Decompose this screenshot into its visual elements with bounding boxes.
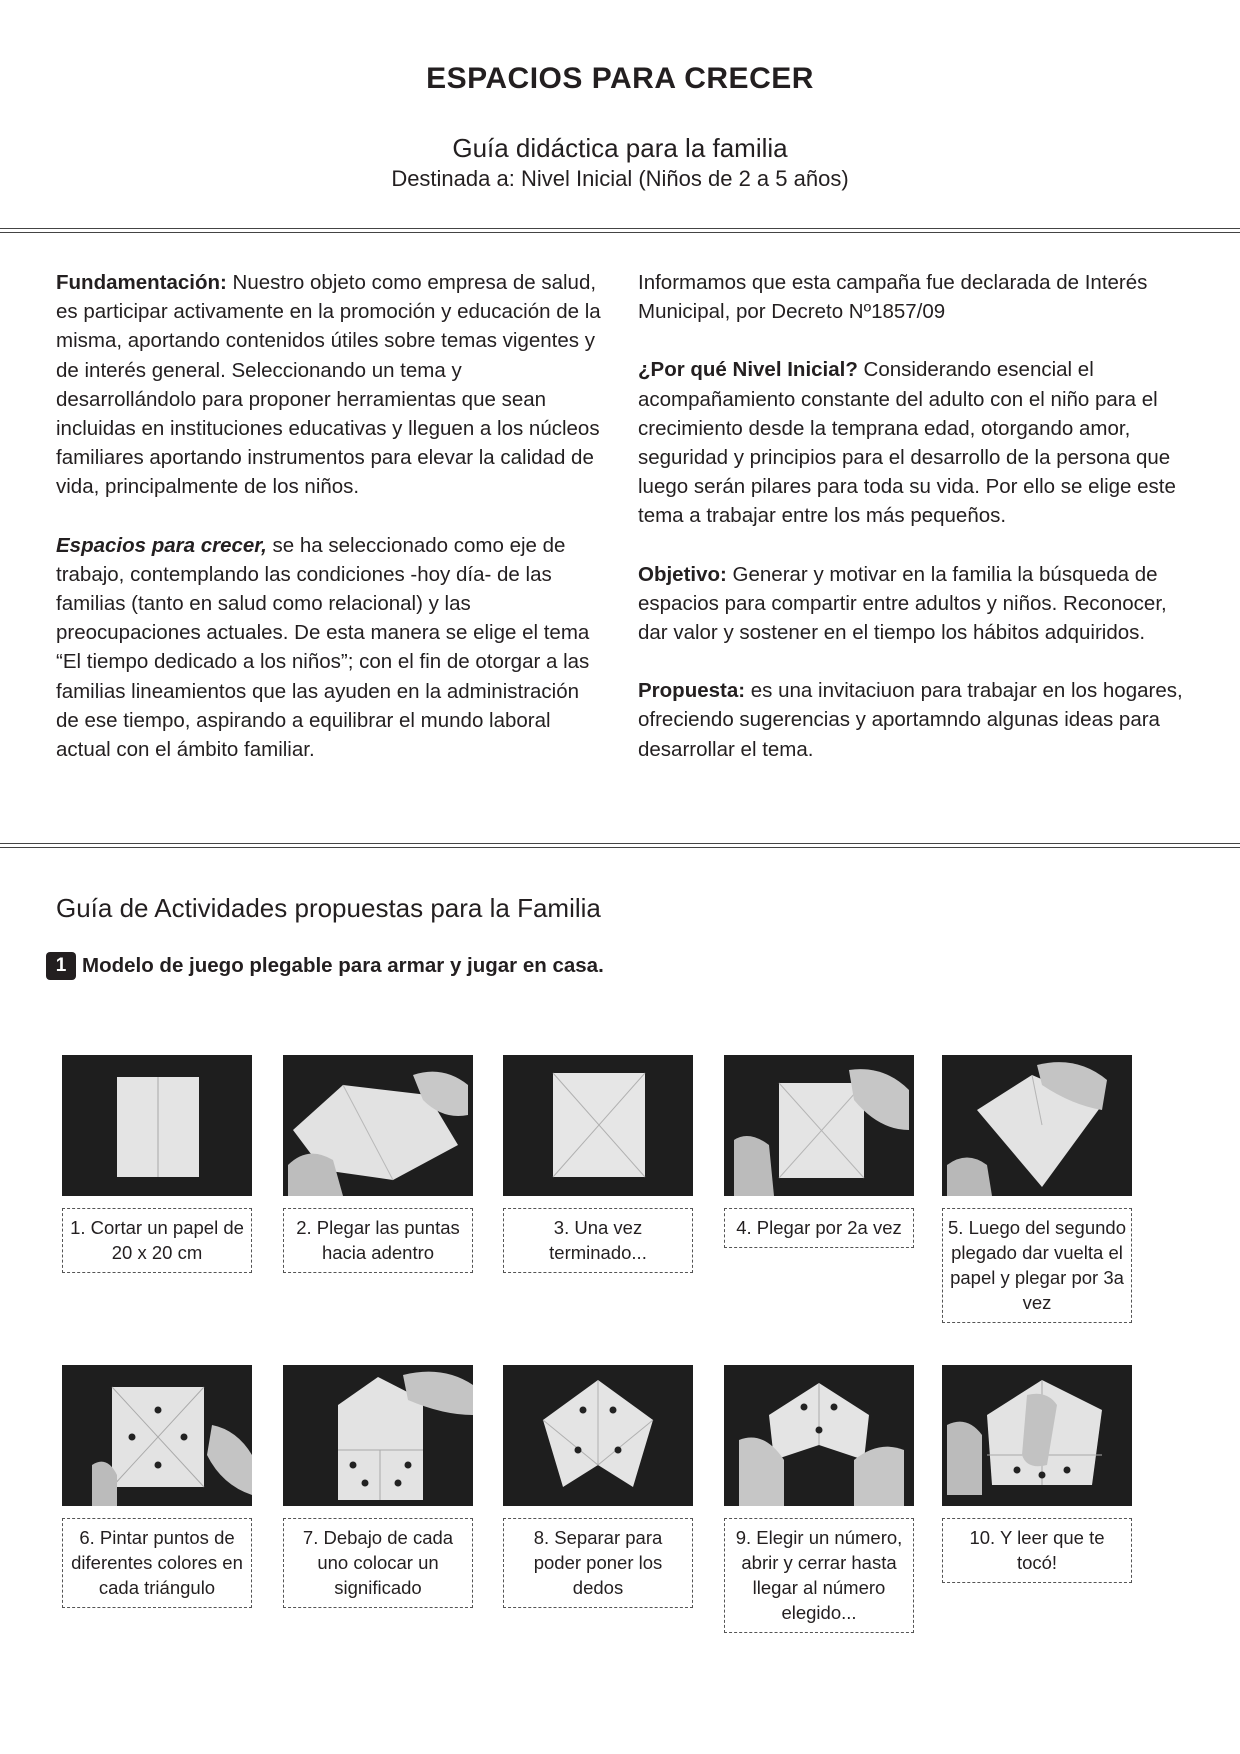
step-card bbox=[62, 1365, 252, 1608]
step-photo bbox=[942, 1365, 1132, 1506]
step-card bbox=[503, 1365, 693, 1608]
porque-text: Considerando esencial el acompañamiento constante del adulto con el niño para el crecimiento desde la temprana edad, otorgando amor, seguridad y principios para el desarrollo de la persona que luego serán pilares para toda su vida. Por ello se elige este tema a trabajar entre los más pequeños. bbox=[638, 358, 1176, 528]
page-subtitle: Guía didáctica para la familia bbox=[452, 133, 788, 163]
audience-line: Destinada a: Nivel Inicial (Niños de 2 a 5 años) bbox=[391, 166, 849, 191]
step-caption: 9. Elegir un número, abrir y cerrar hasta llegar al número elegido... bbox=[724, 1518, 914, 1633]
step-caption: 2. Plegar las puntas hacia adentro bbox=[283, 1208, 473, 1273]
step-photo bbox=[503, 1055, 693, 1196]
step-card bbox=[283, 1365, 473, 1608]
step-card bbox=[942, 1365, 1132, 1583]
section-title: Guía de Actividades propuestas para la Familia bbox=[56, 893, 601, 923]
divider bbox=[0, 843, 1240, 848]
propuesta-text: es una invitaciuon para trabajar en los hogares, ofreciendo sugerencias y aportamndo algunas ideas para desarrollar el tema. bbox=[638, 679, 1183, 761]
step-card bbox=[942, 1055, 1132, 1323]
interes-paragraph: Informamos que esta campaña fue declarada de Interés Municipal, por Decreto Nº1857/09 bbox=[638, 271, 1148, 324]
fundamentacion-label: Fundamentación: bbox=[56, 271, 227, 294]
propuesta-paragraph bbox=[638, 676, 1193, 764]
step-photo bbox=[62, 1365, 252, 1506]
step-card bbox=[503, 1055, 693, 1273]
step-card bbox=[724, 1055, 914, 1248]
step-card bbox=[62, 1055, 252, 1273]
step-photo bbox=[62, 1055, 252, 1196]
step-caption: 1. Cortar un papel de 20 x 20 cm bbox=[62, 1208, 252, 1273]
objetivo-text: Generar y motivar en la familia la búsqueda de espacios para compartir entre adultos y niños. Reconocer, dar valor y sostener en el tiempo los hábitos adquiridos. bbox=[638, 562, 1167, 645]
step-photo bbox=[724, 1365, 914, 1506]
right-column bbox=[638, 268, 1193, 793]
step-caption: 6. Pintar puntos de diferentes colores en cada triángulo bbox=[62, 1518, 252, 1608]
step-photo bbox=[942, 1055, 1132, 1196]
activity-title: Modelo de juego plegable para armar y jugar en casa. bbox=[82, 954, 604, 977]
divider bbox=[0, 228, 1240, 233]
step-caption: 3. Una vez terminado... bbox=[503, 1208, 693, 1273]
step-photo bbox=[283, 1365, 473, 1506]
left-column bbox=[56, 268, 606, 793]
step-photo bbox=[283, 1055, 473, 1196]
page-title: ESPACIOS PARA CRECER bbox=[426, 62, 814, 95]
objetivo-paragraph bbox=[638, 560, 1193, 648]
step-photo bbox=[724, 1055, 914, 1196]
step-caption: 8. Separar para poder poner los dedos bbox=[503, 1518, 693, 1608]
fundamentacion-paragraph bbox=[56, 268, 606, 502]
activity-heading bbox=[46, 952, 604, 980]
espacios-text: se ha seleccionado como eje de trabajo, contemplando las condiciones -hoy día- de las familias (tanto en salud como relacional) y las preocupaciones actuales. De esta manera se elige el tema “El tiempo dedicado a los niños”; con el fin de otorgar a las familias lineamientos que las ayuden en la administración de ese tiempo, aspirando a equilibrar el mundo laboral actual con el ámbito familiar. bbox=[56, 533, 590, 762]
porque-label: ¿Por qué Nivel Inicial? bbox=[638, 358, 858, 382]
step-card bbox=[283, 1055, 473, 1273]
step-photo bbox=[503, 1365, 693, 1506]
step-card bbox=[724, 1365, 914, 1633]
propuesta-label: Propuesta: bbox=[638, 679, 746, 703]
porque-paragraph bbox=[638, 355, 1193, 530]
step-caption: 5. Luego del segundo plegado dar vuelta el papel y plegar por 3a vez bbox=[942, 1208, 1132, 1323]
step-caption: 10. Y leer que te tocó! bbox=[942, 1518, 1132, 1583]
step-caption: 7. Debajo de cada uno colocar un significado bbox=[283, 1518, 473, 1608]
fundamentacion-text: Nuestro objeto como empresa de salud, es participar activamente en la promoción y educación de la misma, aportando contenidos útiles sobre temas vigentes y de interés general. Seleccionando un tema y desarrollándolo para proponer herramientas que sean incluidas en instituciones educativas y lleguen a los núcleos familiares aportando instrumentos para elevar la calidad de vida, principalmente de los niños. bbox=[56, 271, 601, 499]
activity-number-badge: 1 bbox=[46, 952, 76, 980]
objetivo-label: Objetivo: bbox=[638, 562, 727, 586]
espacios-label: Espacios para crecer, bbox=[56, 533, 267, 557]
step-caption: 4. Plegar por 2a vez bbox=[724, 1208, 914, 1248]
espacios-paragraph bbox=[56, 531, 606, 765]
